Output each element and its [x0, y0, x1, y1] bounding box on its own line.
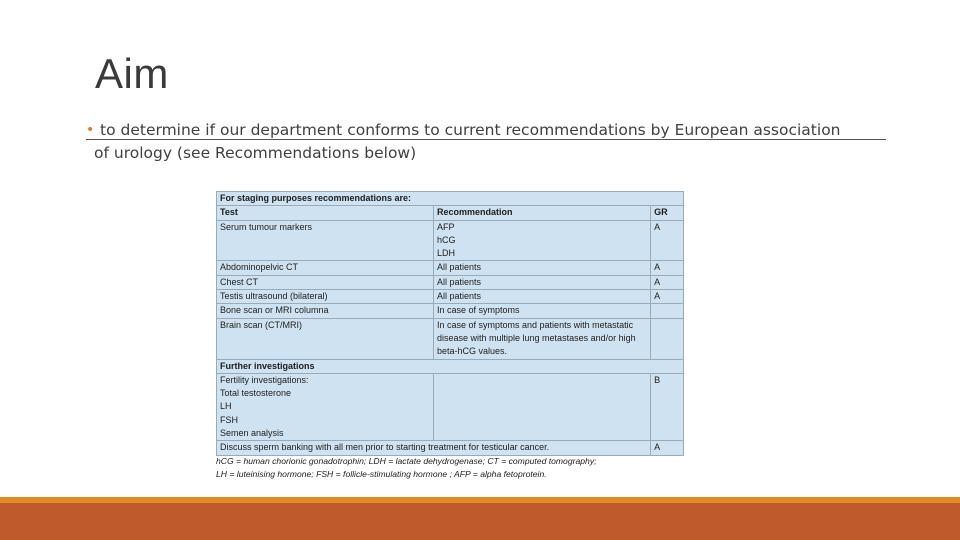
grade-cell: A	[651, 290, 684, 304]
recommendation-line: disease with multiple lung metastases and/or high	[437, 332, 636, 343]
column-header-test: Test	[217, 206, 434, 220]
recommendation-cell: All patients	[434, 261, 651, 275]
footnote-line-2: LH = luteinising hormone; FSH = follicle-stimulating hormone ; AFP = alpha fetoprotein.	[216, 469, 547, 479]
bullet-text-1: to determine if our department conforms to current recommendations by European association	[100, 121, 841, 139]
table-row	[217, 318, 684, 359]
test-cell: Bone scan or MRI columna	[217, 304, 434, 318]
recommendation-line: beta-hCG values.	[437, 346, 508, 357]
further-header-row	[217, 359, 684, 373]
recommendation-line: In case of symptoms and patients with metastatic	[437, 319, 634, 330]
footer-bar	[0, 503, 960, 540]
recommendation-cell	[434, 220, 651, 261]
bullet-dot-icon: •	[86, 122, 95, 138]
table-row	[217, 261, 684, 275]
table-footnote	[216, 455, 686, 481]
grade-cell: A	[651, 220, 684, 261]
test-cell: Chest CT	[217, 275, 434, 289]
column-header-recommendation: Recommendation	[434, 206, 651, 220]
table-row	[217, 304, 684, 318]
fertility-cell	[217, 373, 434, 440]
test-cell: Abdominopelvic CT	[217, 261, 434, 275]
grade-cell	[651, 304, 684, 318]
bullet-text-2: of urology (see Recommendations below)	[94, 144, 417, 162]
table-header-row	[217, 206, 684, 220]
recommendation-cell	[434, 318, 651, 359]
grade-cell: A	[651, 441, 684, 455]
grade-cell	[651, 318, 684, 359]
recommendation-cell: In case of symptoms	[434, 304, 651, 318]
recommendations-table	[216, 191, 684, 456]
grade-cell: B	[651, 373, 684, 440]
further-line: Total testosterone	[220, 388, 292, 399]
slide-title: Aim	[95, 50, 169, 97]
test-cell: Brain scan (CT/MRI)	[217, 318, 434, 359]
table-row	[217, 220, 684, 261]
empty-cell	[434, 373, 651, 440]
bullet-line-1	[86, 121, 886, 140]
further-investigations-header: Further investigations	[217, 359, 684, 373]
grade-cell: A	[651, 261, 684, 275]
table-row	[217, 290, 684, 304]
further-line: Semen analysis	[220, 428, 284, 439]
aim-bullet	[86, 121, 886, 164]
sperm-banking-cell: Discuss sperm banking with all men prior to starting treatment for testicular cancer.	[217, 441, 651, 455]
further-line: FSH	[220, 414, 238, 425]
further-line: LH	[220, 401, 232, 412]
footnote-line-1: hCG = human chorionic gonadotrophin; LDH = lactate dehydrogenase; CT = computed tomography;	[216, 456, 597, 466]
recommendation-line: hCG	[437, 234, 456, 245]
table-row	[217, 441, 684, 455]
recommendation-cell: All patients	[434, 275, 651, 289]
further-line: Fertility investigations:	[220, 374, 309, 385]
table-title-row	[217, 192, 684, 206]
table-title: For staging purposes recommendations are:	[217, 192, 684, 206]
test-cell: Serum tumour markers	[217, 220, 434, 261]
recommendation-line: AFP	[437, 221, 455, 232]
recommendation-line: LDH	[437, 248, 456, 259]
bullet-line-2	[86, 143, 886, 164]
recommendation-cell: All patients	[434, 290, 651, 304]
grade-cell: A	[651, 275, 684, 289]
table-row	[217, 275, 684, 289]
test-cell: Testis ultrasound (bilateral)	[217, 290, 434, 304]
table-row	[217, 373, 684, 440]
column-header-gr: GR	[651, 206, 684, 220]
